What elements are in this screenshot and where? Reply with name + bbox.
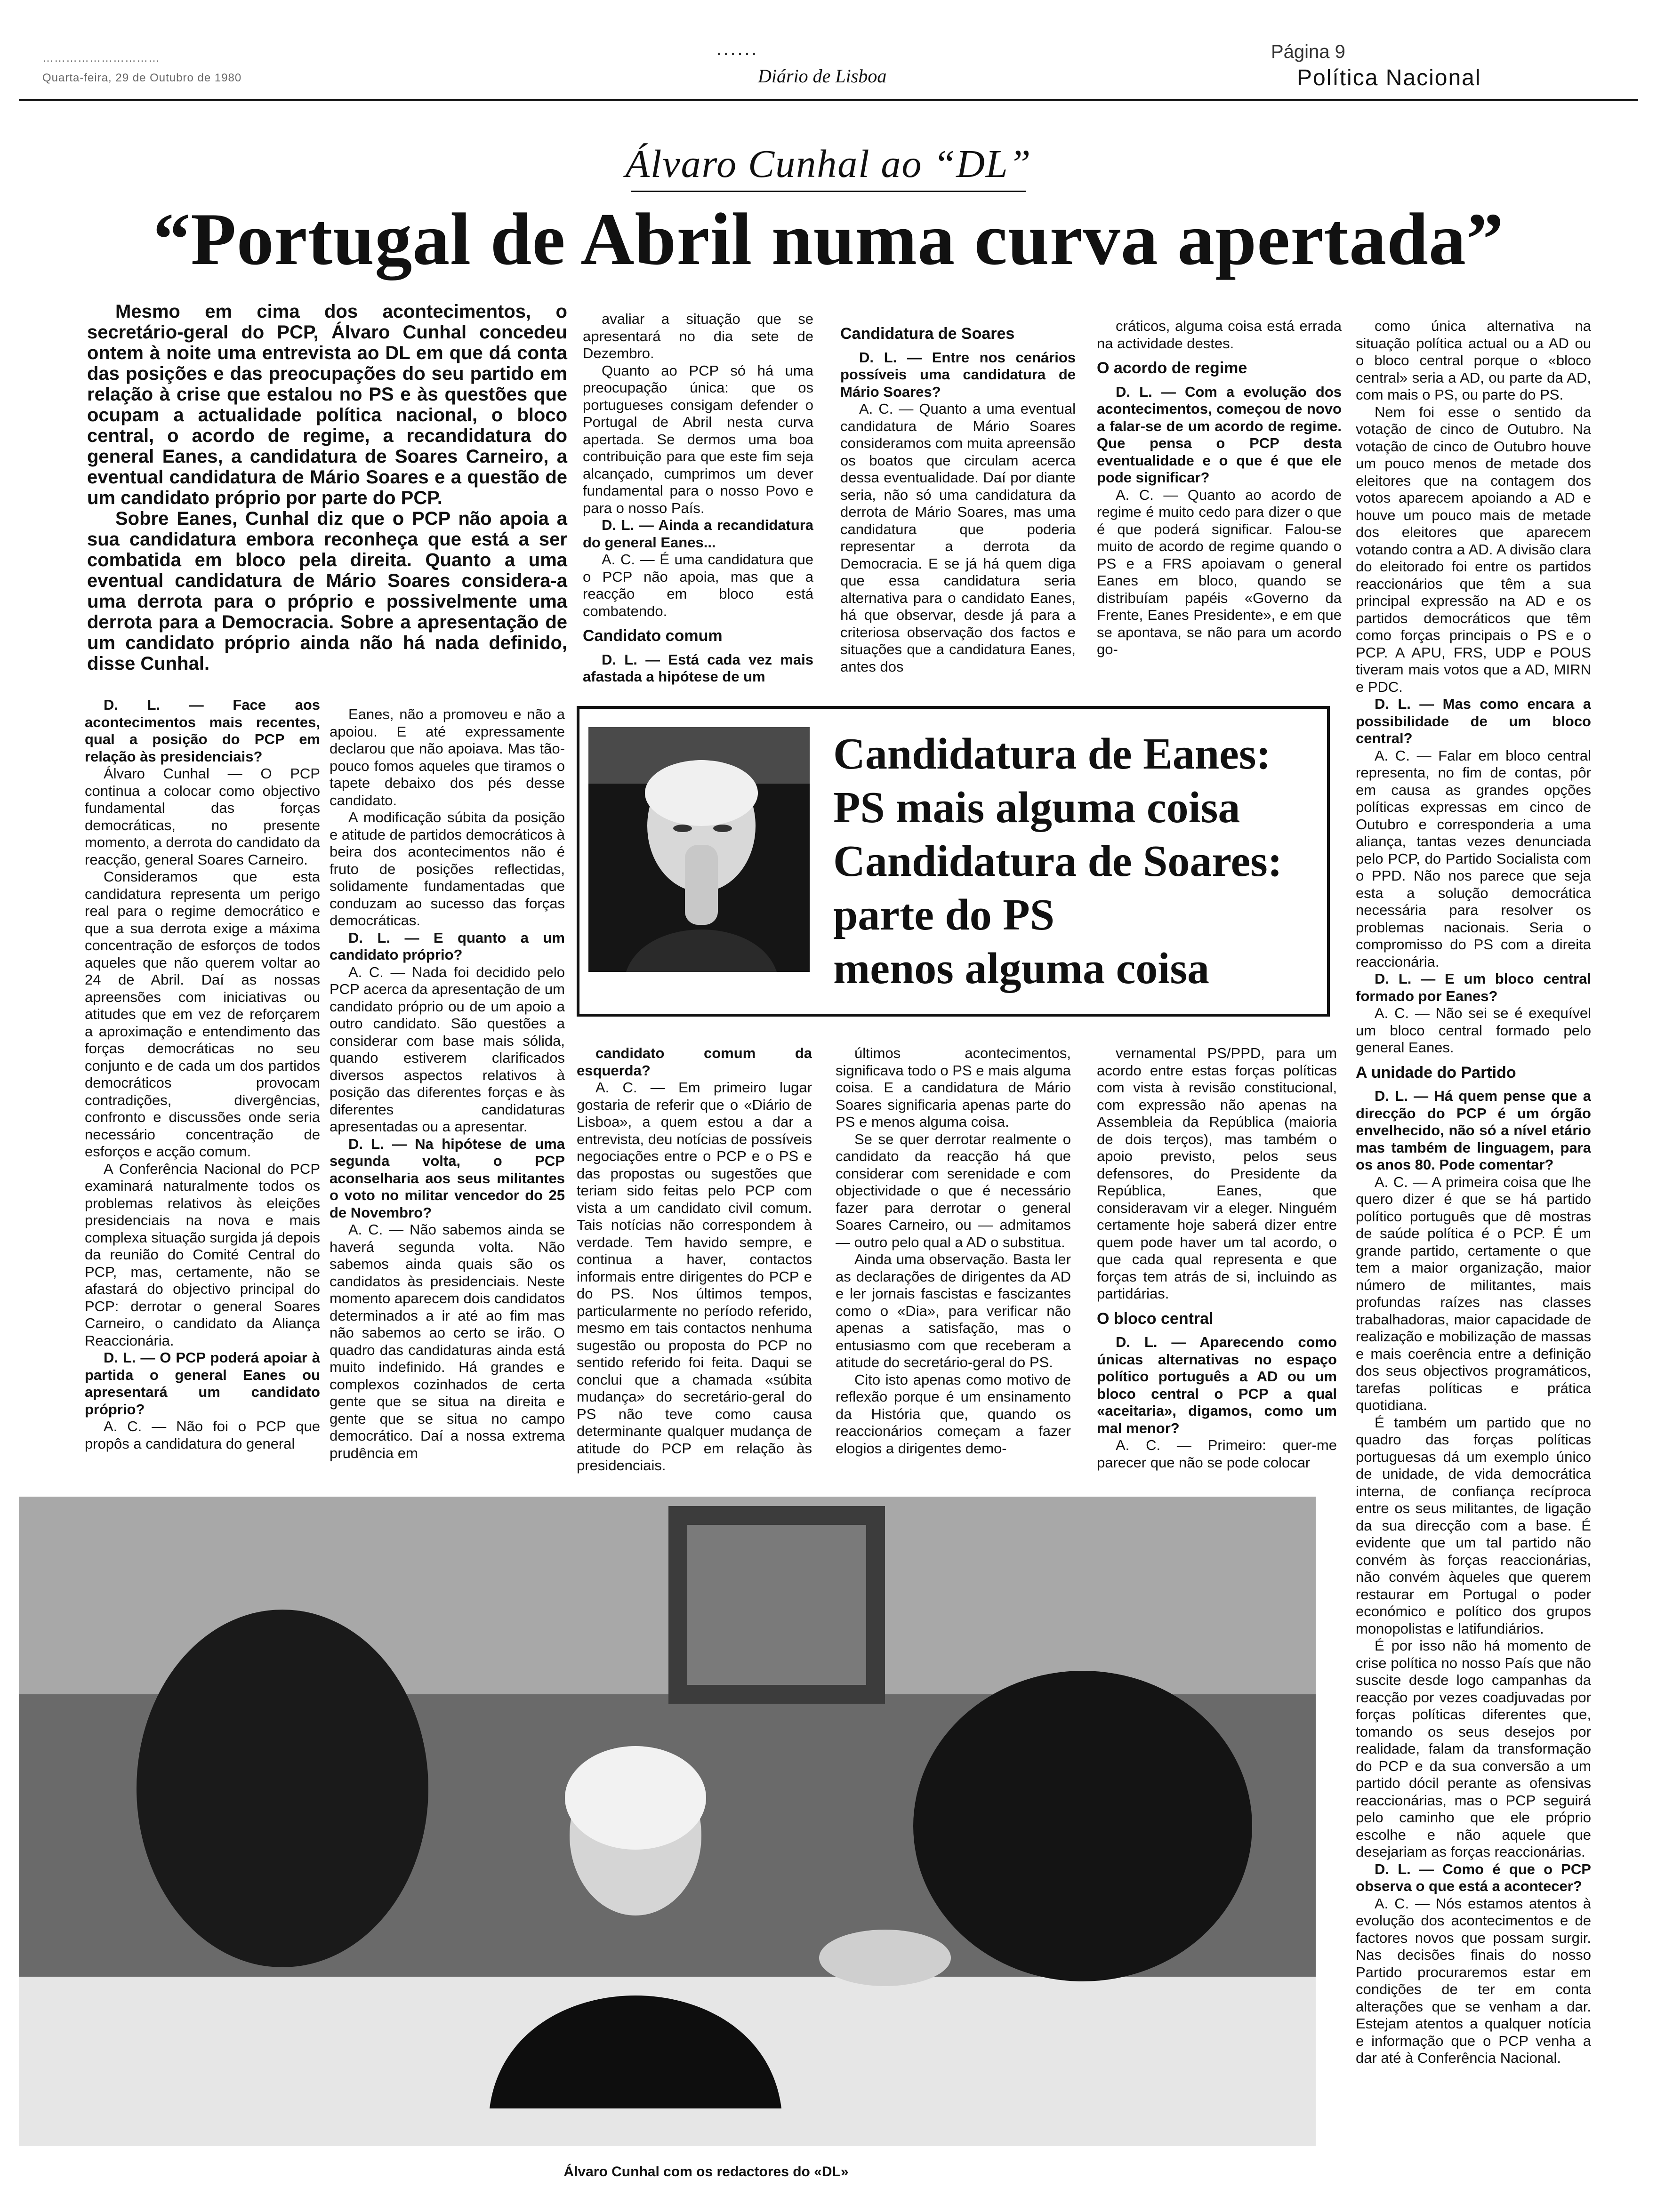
interview-question: D. L. — Entre nos cenários possíveis uma candidatura de Mário Soares? [840, 349, 1076, 400]
interview-photo [19, 1497, 1316, 2146]
kicker-underline [631, 191, 1026, 192]
article-column-3-bottom [577, 1045, 812, 1487]
article-column-4-bottom [836, 1045, 1071, 1487]
body-paragraph: A. C. — Quanto ao acordo de regime é muito cedo para dizer o que é que poderá significar. Falou-se muito de acordo de regime quando o PS e a FRS apoiavam o general Eanes em bloco, quando se distribuíam papéis «Governo da Frente, Eanes Presidente», e em que se apontava, se não para um acordo go- [1097, 486, 1342, 657]
interview-question: D. L. — Está cada vez mais afastada a hipótese de um [583, 651, 813, 685]
body-paragraph: Eanes, não a promoveu e não a apoiou. E até expressamente declarou que não apoiava. Mas tão-pouco fomos aqueles que tiramos o tapete debaixo dos pés desse candidato. [330, 706, 565, 809]
interview-question: D. L. — Aparecendo como únicas alternativas no espaço político português a AD ou um bloco central o PCP a qual «aceitaria», digamos, como um mal menor? [1097, 1334, 1337, 1436]
body-paragraph: A. C. — Primeiro: quer-me parecer que não se pode colocar [1097, 1437, 1337, 1471]
body-paragraph: A. C. — Quanto a uma eventual candidatura de Mário Soares consideramos com muita apreensão os boatos que circulam acerca dessa eventualidade. Daí por diante seria, não só uma candidatura da derrota de Mário Soares, mas uma candidatura que poderia representar a derrota da Democracia. E se já há quem diga que essa candidatura seria alternativa para o candidato Eanes, há que observar, desde já para a criteriosa observação dos factos e situações que a candidatura Eanes, antes dos [840, 401, 1076, 675]
body-paragraph: A. C. — Não foi o PCP que propôs a candidatura do general [85, 1418, 320, 1452]
headline: “Portugal de Abril numa curva apertada” [153, 198, 1504, 281]
interview-photo-svg [19, 1497, 1316, 2146]
body-paragraph: A. C. — Em primeiro lugar gostaria de referir que o «Diário de Lisboa», a quem estou a dar a entrevista, deu notícias de possíveis negociações entre o PCP e o PS e das propostas ou sugestões que teriam sido feitas pelo PCP com vista a um candidato civil comum. Tais notícias não correspondem à verdade. Tem havido sempre, e continua a haver, contactos informais entre dirigentes do PCP e do PS. Nos últimos tempos, particularmente no período referido, mesmo em tais contactos nenhuma sugestão ou proposta do PCP no sentido referido foi feita. Daqui se conclui que a chamada «súbita mudança» do secretário-geral do PS não teve como causa determinante qualquer mudança de atitude do PCP em relação às presidenciais. [577, 1079, 812, 1474]
body-paragraph: Cito isto apenas como motivo de reflexão porque é um ensinamento da História que, quando os reaccionários começam a fazer elogios a dirigentes demo- [836, 1371, 1071, 1457]
section-heading: O acordo de regime [1097, 359, 1247, 377]
body-paragraph: A Conferência Nacional do PCP examinará naturalmente todos os problemas relativos às eleições presidenciais na nova e mais complexa situação surgida já depois da reunião do Comité Central do PCP, mas, certamente, não se afastará do objectivo principal do PCP: derrotar o general Soares Carneiro, o candidato da Aliança Reaccionária. [85, 1160, 320, 1349]
body-paragraph: A. C. — A primeira coisa que lhe quero dizer é que se há partido político português que dê mostras de saúde política é o PCP. É um grande partido, certamente o que tem a maior organização, maior número de militantes, mais profundas raízes nas classes trabalhadoras, maior capacidade de realização e mobilização de massas e mais coerência entre a definição dos seus objectivos programáticos, tarefas políticas e prática quotidiana. [1356, 1173, 1591, 1413]
interview-question: D. L. — Mas como encara a possibilidade de um bloco central? [1356, 696, 1591, 746]
body-paragraph: A modificação súbita da posição e atitude de partidos democráticos à beira dos acontecimentos não é fruto de posições reflectidas, solidamente fundamentadas que conduzam ao sucesso das forças democráticas. [330, 809, 565, 929]
section-heading: Candidato comum [583, 627, 723, 645]
section-heading: A unidade do Partido [1356, 1063, 1516, 1082]
photo-caption: Álvaro Cunhal com os redactores do «DL» [563, 2164, 849, 2180]
paper-name: Diário de Lisboa [758, 65, 887, 87]
masthead-rule [19, 99, 1638, 101]
interview-question: D. L. — Face aos acontecimentos mais recentes, qual a posição do PCP em relação às presidenciais? [85, 697, 320, 765]
section-heading: Candidatura de Soares [840, 325, 1015, 343]
pull-quote-line: menos alguma coisa [833, 944, 1209, 993]
interview-question: D. L. — Como é que o PCP observa o que está a acontecer? [1356, 1860, 1591, 1894]
body-paragraph: É por isso não há momento de crise política no nosso País que não suscite desde logo campanhas da reacção por vezes coadjuvadas por forças políticas diferentes que, tomando os seus desejos por realidade, falam da transformação do PCP e da sua conversão a um partido dócil perante as ofensivas reaccionárias, mas o PCP seguirá pelo caminho que ele próprio escolhe e não aquele que desejariam as forças reaccionárias. [1356, 1637, 1591, 1860]
body-paragraph: como única alternativa na situação política actual ou a AD ou o bloco central porque o «bloco central» seria a AD, ou parte da AD, com mais o PS, ou parte do PS. [1356, 318, 1591, 403]
interview-question: D. L. — Com a evolução dos acontecimentos, começou de novo a falar-se de um acordo de regime. Que pensa o PCP desta eventualidade e o que é que ele pode significar? [1097, 383, 1342, 486]
article-column-4-top [1097, 318, 1342, 689]
article-column-3-top [840, 318, 1076, 689]
body-paragraph: últimos acontecimentos, significava todo o PS e mais alguma coisa. E a candidatura de Mário Soares significaria apenas parte do PS e menos alguma coisa. [836, 1045, 1071, 1130]
portrait-photo-svg [588, 727, 810, 972]
section-heading: O bloco central [1097, 1309, 1214, 1328]
body-paragraph: A. C. — Não sabemos ainda se haverá segunda volta. Não sabemos ainda quais são os candidatos às presidenciais. Neste momento aparecem dois candidatos determinados a ir até ao fim mas não sabemos ao certo se irão. O quadro das candidaturas ainda está muito indefinido. Há grandes e complexos cozinhados de certa gente que se situa na direita e gente que se situa no campo democrático. Daí a nossa extrema prudência em [330, 1221, 565, 1461]
lead-paragraph: Sobre Eanes, Cunhal diz que o PCP não apoia a sua candidatura embora reconheça que está a ser combatida em bloco pela direita. Quanto a uma eventual candidatura de Mário Soares considera-a uma derrota para o próprio e possivelmente uma derrota para a Democracia. Sobre a apresentação de um candidato próprio ainda não há nada definido, disse Cunhal. [87, 508, 567, 674]
interview-question: D. L. — O PCP poderá apoiar à partida o general Eanes ou apresentará um candidato próprio? [85, 1349, 320, 1418]
body-paragraph: Ainda uma observação. Basta ler as declarações de dirigentes da AD e ler jornais fascistas e fascizantes como o «Dia», para verificar não apenas a satisfação, mas o entusiasmo com que receberam a atitude do secretário-geral do PS. [836, 1251, 1071, 1370]
pull-quote-text [833, 727, 1318, 995]
body-paragraph: A. C. — Nós estamos atentos à evolução dos acontecimentos e de factores novos que possam surgir. Nas decisões finais do nosso Partido procuraremos estar em condições de ter em conta alterações que se venham a dar. Estejam atentos a qualquer notícia e informação que o PCP venha a dar até à Conferência Nacional. [1356, 1895, 1591, 2066]
body-paragraph: A. C. — Não sei se é exequível um bloco central formado pelo general Eanes. [1356, 1005, 1591, 1056]
body-paragraph: Álvaro Cunhal — O PCP continua a colocar como objectivo fundamental das forças democráticas, no presente momento, a derrota do candidato da reacção, general Soares Carneiro. [85, 765, 320, 868]
masthead-left-line1: ………………………… [42, 52, 160, 64]
page-number: Página 9 [1271, 41, 1345, 62]
article-column-5 [1097, 1045, 1337, 1487]
body-paragraph: A. C. — Falar em bloco central representa, no fim de contas, pôr em causa as grandes opções políticas expressas em cinco de Outubro e corresponderia a uma aliança, tantas vezes denunciada pelo PCP, do Partido Socialista com o PPD. Não nos parece que seja esta a solução democrática necessária para resolver os problemas nacionais. Seria o compromisso do PS com a direita reaccionária. [1356, 747, 1591, 970]
body-paragraph: É também um partido que no quadro das forças políticas portuguesas dá um exemplo único de unidade, de vida democrática interna, de confiança recíproca entre os seus militantes, de ligação da sua direcção com a base. É evidente que um tal partido não convém às forças reaccionárias, não convém àqueles que querem restaurar em Portugal o poder económico e político dos grupos monopolistas e latifundiários. [1356, 1414, 1591, 1637]
section-name: Política Nacional [1297, 65, 1481, 90]
body-paragraph: Nem foi esse o sentido da votação de cinco de Outubro. Na votação de cinco de Outubro houve um pouco menos de metade dos eleitores que na contagem dos votos aparecem apoiando a AD e houve um pouco mais de metade dos eleitores que aparecem votando contra a AD. A divisão clara do eleitorado foi entre os partidos reaccionários que têm a sua principal expressão na AD e os partidos democráticos que têm como forças principais o PS e o PCP. A APU, FRS, UDP e POUS tiveram mais votos que a AD, MIRN e PDC. [1356, 403, 1591, 695]
body-paragraph: cráticos, alguma coisa está errada na actividade destes. [1097, 318, 1342, 352]
interview-question: D. L. — E quanto a um candidato próprio? [330, 929, 565, 963]
body-paragraph: vernamental PS/PPD, para um acordo entre estas forças políticas com vista à revisão constitucional, com expressão não apenas na Assembleia da República (maioria de dois terços), mas também o apoio previsto, pelos seus defensores, do Presidente da República, Eanes, que consideravam vir a eleger. Ninguém certamente hoje saberá dizer entre quem pode haver um tal acordo, o que cada qual representa e que forças tem atrás de si, incluindo as partidárias. [1097, 1045, 1337, 1302]
body-paragraph: Se se quer derrotar realmente o candidato da reacção há que considerar com serenidade e com objectividade o que é necessário fazer para derrotar o general Soares Carneiro, ou — admitamos — outro pelo qual a AD o substitua. [836, 1130, 1071, 1250]
body-paragraph: A. C. — Nada foi decidido pelo PCP acerca da apresentação de um candidato próprio ou de um apoio a outro candidato. São questões a considerar com base mais sólida, quando estiverem clarificados diversos aspectos relativos à posição das diferentes forças e às diferentes candidaturas apresentadas ou a apresentar. [330, 963, 565, 1135]
article-column-2-bottom [330, 706, 565, 1487]
pull-quote-line: PS mais alguma coisa [833, 783, 1240, 832]
interview-question: D. L. — Na hipótese de uma segunda volta, o PCP aconselharia aos seus militantes o voto no militar vencedor do 25 de Novembro? [330, 1135, 565, 1221]
body-paragraph: A. C. — É uma candidatura que o PCP não apoia, mas que a reacção em bloco está combatendo. [583, 551, 813, 619]
portrait-photo [588, 727, 810, 972]
masthead-center-top: ······ [716, 41, 758, 64]
article-column-1 [85, 697, 320, 1487]
pull-quote-line: Candidatura de Eanes: [833, 729, 1271, 778]
interview-question: D. L. — Há quem pense que a direcção do PCP é um órgão envelhecido, não só a nível etário mas também de linguagem, para os anos 80. Pode comentar? [1356, 1088, 1591, 1173]
article-column-6 [1356, 318, 1591, 2191]
article-column-2-top [583, 311, 813, 687]
interview-question: D. L. — E um bloco central formado por Eanes? [1356, 970, 1591, 1004]
masthead-date: Quarta-feira, 29 de Outubro de 1980 [42, 72, 242, 84]
body-paragraph: Consideramos que esta candidatura representa um perigo real para o regime democrático e que a sua derrota exige a máxima concentração de esforços de todos aqueles que não querem voltar ao 24 de Abril. Daí as nossas apreensões com iniciativas ou atitudes que em vez de reforçarem a aproximação e entendimento das forças democráticas no seu conjunto e de cada um dos partidos democráticos provocam contradições, divergências, confronto e discussões onde seria necessário concentração de esforços e acção comum. [85, 868, 320, 1160]
interview-question: candidato comum da esquerda? [577, 1045, 812, 1079]
lead-paragraph: Mesmo em cima dos acontecimentos, o secretário-geral do PCP, Álvaro Cunhal concedeu ontem à noite uma entrevista ao DL em que dá conta das posições e das preocupações do seu partido em relação à crise que estalou no PS e às questões que ocupam a actualidade política nacional, o bloco central, o acordo de regime, a recandidatura do general Eanes, a candidatura de Soares Carneiro, a eventual candidatura de Mário Soares e a questão de um candidato próprio por parte do PCP. [87, 301, 567, 508]
pull-quote-line: Candidatura de Soares: [833, 837, 1283, 886]
body-paragraph: avaliar a situação que se apresentará no dia sete de Dezembro. [583, 311, 813, 361]
interview-question: D. L. — Ainda a recandidatura do general Eanes... [583, 517, 813, 551]
body-paragraph: Quanto ao PCP só há uma preocupação única: que os portugueses consigam defender o Portugal de Abril nesta curva apertada. Se dermos uma boa contribuição para que este fim seja alcançado, cumprimos um dever fundamental para o nosso Povo e para o nosso País. [583, 362, 813, 516]
lead-paragraphs [87, 301, 567, 674]
kicker: Álvaro Cunhal ao “DL” [625, 142, 1032, 186]
pull-quote-line: parte do PS [833, 890, 1054, 939]
